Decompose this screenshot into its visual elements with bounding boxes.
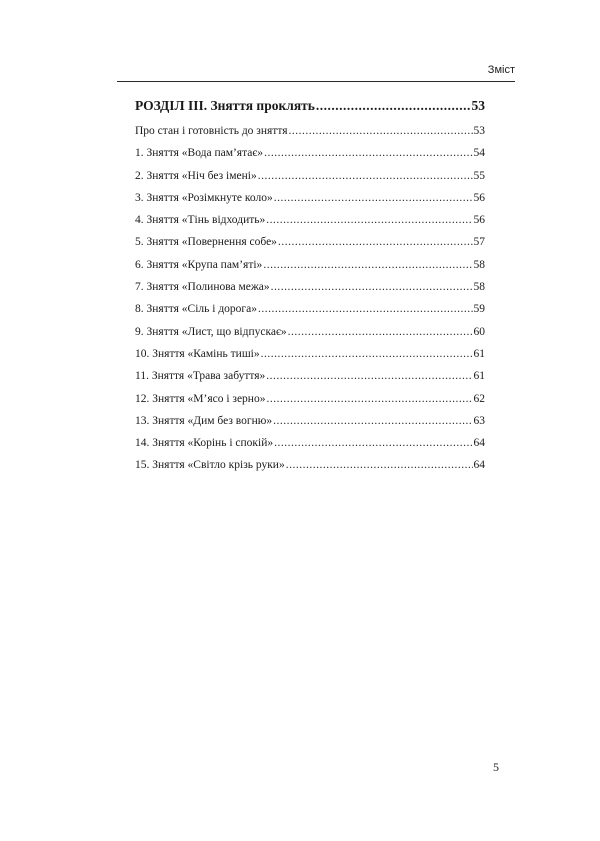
toc-entry-label: 4. Зняття «Тінь відходить» <box>135 214 266 227</box>
toc-entry-page: 54 <box>473 147 485 160</box>
toc-entry-label: 12. Зняття «М’ясо і зерно» <box>135 392 266 405</box>
toc-leader-dots <box>263 254 472 276</box>
toc-leader-dots <box>288 321 473 343</box>
toc-entry-label: 9. Зняття «Лист, що відпускає» <box>135 325 287 338</box>
toc-leader-dots <box>266 388 472 410</box>
toc-entry[interactable] <box>135 120 485 142</box>
toc-leader-dots <box>289 120 473 142</box>
toc-entry-label: 7. Зняття «Полинова межа» <box>135 281 270 294</box>
toc-entry-label: 10. Зняття «Камінь тиші» <box>135 347 260 360</box>
toc-leader-dots <box>261 343 473 365</box>
toc-entry-page: 60 <box>473 325 485 338</box>
toc-entry-page: 57 <box>473 236 485 249</box>
toc-entry[interactable] <box>135 209 485 231</box>
toc-section-heading[interactable] <box>135 94 485 118</box>
toc-leader-dots <box>258 165 473 187</box>
toc-entry-label: 14. Зняття «Корінь і спокій» <box>135 437 274 450</box>
toc-leader-dots <box>264 142 472 164</box>
toc-entry[interactable] <box>135 343 485 365</box>
toc-entry[interactable] <box>135 187 485 209</box>
toc-entry-label: 13. Зняття «Дим без вогню» <box>135 414 273 427</box>
toc-entry[interactable] <box>135 231 485 253</box>
toc-entry[interactable] <box>135 142 485 164</box>
toc-entry[interactable] <box>135 165 485 187</box>
toc-entry[interactable] <box>135 365 485 387</box>
toc-entry[interactable] <box>135 276 485 298</box>
toc-leader-dots <box>286 454 473 476</box>
toc-leader-dots <box>274 187 473 209</box>
running-header <box>117 64 515 82</box>
toc-entry-page: 61 <box>473 370 485 383</box>
toc-entry-page: 63 <box>473 414 485 427</box>
toc-entry-label: 3. Зняття «Розімкнуте коло» <box>135 191 273 204</box>
toc-entry[interactable] <box>135 432 485 454</box>
toc-leader-dots <box>258 298 473 320</box>
toc-entry-label: 5. Зняття «Повернення собе» <box>135 236 277 249</box>
toc-entry-page: 56 <box>473 191 485 204</box>
running-header-title: Зміст <box>487 64 515 76</box>
toc-entry[interactable] <box>135 388 485 410</box>
toc-entry[interactable] <box>135 410 485 432</box>
toc-entry-label: Про стан і готовність до зняття <box>135 125 288 137</box>
toc-entry-page: 62 <box>473 392 485 405</box>
toc-entry-label: 15. Зняття «Світло крізь руки» <box>135 459 285 472</box>
toc-section-label: РОЗДІЛ ІІІ. Зняття проклять <box>135 98 315 113</box>
toc-entry-page: 64 <box>473 459 485 472</box>
toc-section-page: 53 <box>471 98 485 113</box>
toc-leader-dots <box>278 231 473 253</box>
toc-leader-dots <box>273 410 472 432</box>
toc-leader-dots <box>316 94 471 118</box>
toc-entry[interactable] <box>135 298 485 320</box>
toc-entry-page: 64 <box>473 437 485 450</box>
toc-entry[interactable] <box>135 454 485 476</box>
toc-entry-label: 11. Зняття «Трава забуття» <box>135 370 266 383</box>
toc-entry[interactable] <box>135 254 485 276</box>
toc-entry-page: 55 <box>473 169 485 182</box>
toc-entry-label: 2. Зняття «Ніч без імені» <box>135 169 257 182</box>
page-number: 5 <box>493 760 499 774</box>
toc-leader-dots <box>266 365 472 387</box>
toc-entry-page: 61 <box>473 347 485 360</box>
toc-entry-page: 56 <box>473 214 485 227</box>
table-of-contents <box>135 94 485 477</box>
toc-entry-label: 8. Зняття «Сіль і дорога» <box>135 303 257 316</box>
toc-entry-page: 53 <box>473 125 485 137</box>
toc-entry-page: 58 <box>473 281 485 294</box>
toc-leader-dots <box>274 432 472 454</box>
toc-entry-label: 1. Зняття «Вода пам’ятає» <box>135 147 264 160</box>
toc-leader-dots <box>266 209 472 231</box>
toc-leader-dots <box>271 276 473 298</box>
toc-entry-page: 59 <box>473 303 485 316</box>
toc-entry-label: 6. Зняття «Крупа пам’яті» <box>135 258 263 271</box>
toc-entry[interactable] <box>135 321 485 343</box>
toc-entry-page: 58 <box>473 258 485 271</box>
